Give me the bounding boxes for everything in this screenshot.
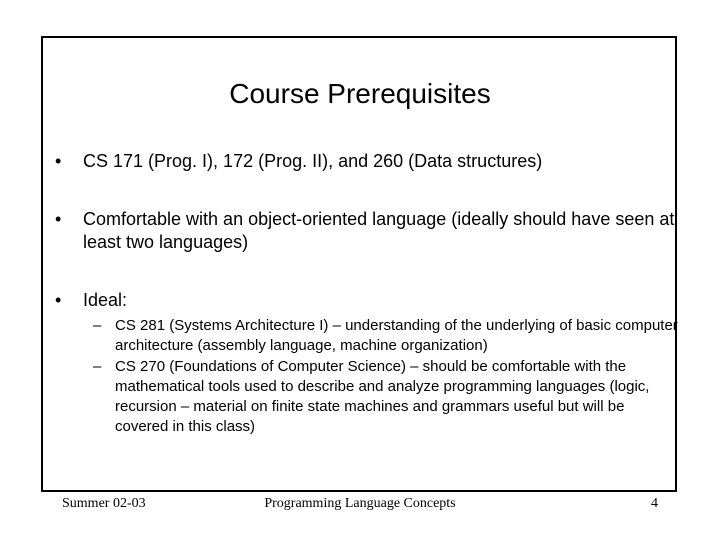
bullet-marker: • (55, 151, 62, 171)
bullet-item-prerequisite-courses (55, 150, 675, 173)
bullet-text: Comfortable with an object-oriented language (ideally should have seen at least two languages) (83, 209, 675, 252)
bullet-marker: • (55, 290, 62, 310)
sub-bullet-text: CS 281 (Systems Architecture I) – understanding of the underlying of basic computer architecture (assembly language, machine organization) (115, 317, 678, 354)
bullet-text: Ideal: (83, 290, 128, 310)
sub-bullet-marker: – (93, 358, 102, 375)
sub-bullet-text: CS 270 (Foundations of Computer Science) – should be comfortable with the mathematical tools used to describe and analyze programming languages (logic, recursion – material on finite state machines and grammars useful but will be covered in this class) (115, 358, 650, 435)
footer-course-title: Programming Language Concepts (264, 496, 456, 511)
bullet-item-ideal (55, 289, 675, 312)
bullet-marker: • (55, 209, 62, 229)
sub-bullet-item-cs270 (93, 357, 678, 437)
sub-bullet-item-cs281 (93, 316, 678, 356)
bullet-text: CS 171 (Prog. I), 172 (Prog. II), and 260 (Data structures) (83, 151, 543, 171)
footer-page-number: 4 (651, 496, 658, 511)
bullet-item-oo-language (55, 208, 675, 254)
sub-bullet-marker: – (93, 317, 102, 334)
footer-term: Summer 02-03 (62, 496, 146, 511)
slide-title: Course Prerequisites (229, 78, 491, 109)
